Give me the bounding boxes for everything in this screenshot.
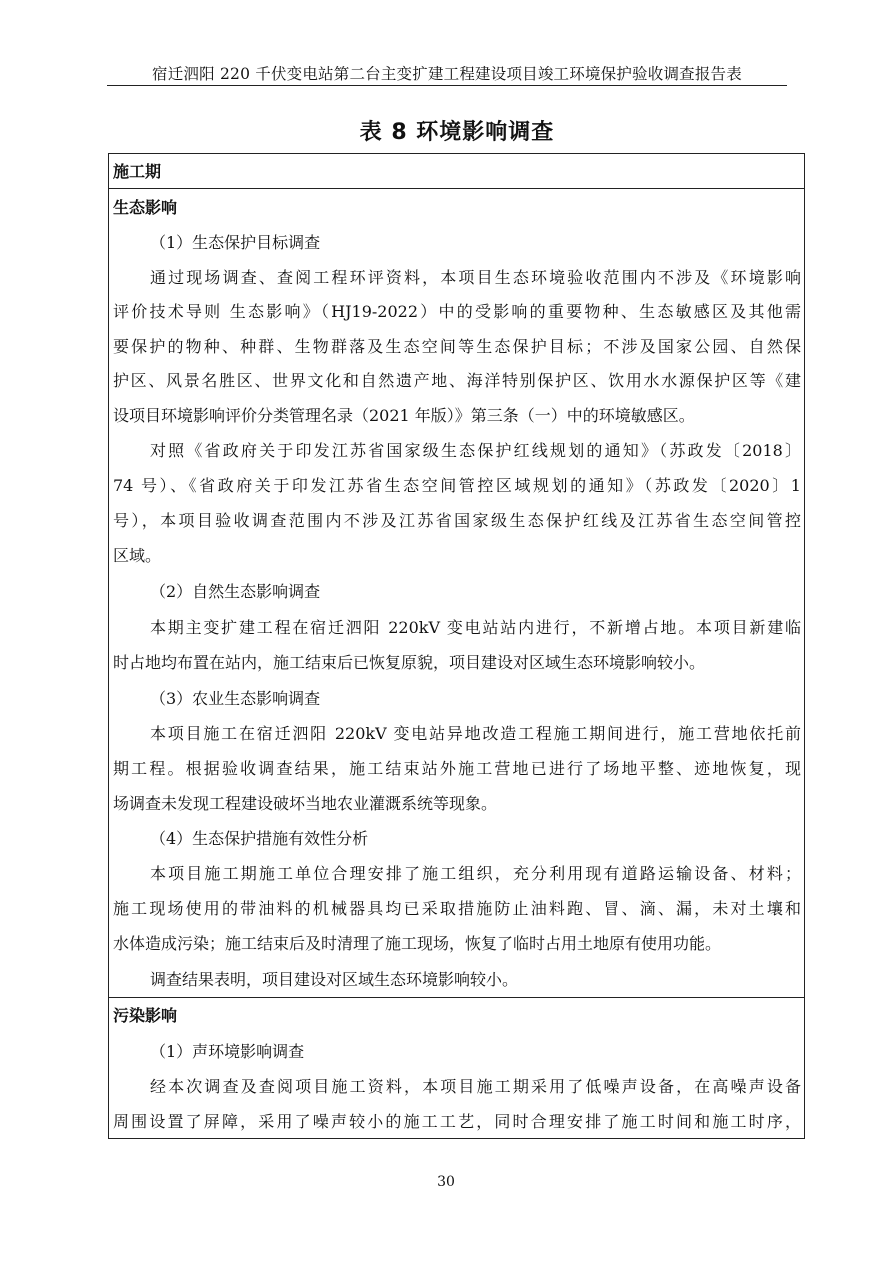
paragraph-line: 区域。 xyxy=(113,546,162,565)
paragraph-line: 本项目施工期施工单位合理安排了施工组织，充分利用现有道路运输设备、材料； xyxy=(150,864,801,883)
paragraph-line: 号），本项目验收调查范围内不涉及江苏省国家级生态保护红线及江苏省生态空间管控 xyxy=(113,511,801,530)
header-rule xyxy=(107,85,787,86)
paragraph-line: 74 号）、《省政府关于印发江苏省生态空间管控区域规划的通知》（苏政发〔2020〕1 xyxy=(113,476,801,495)
paragraph-line: 周围设置了屏障，采用了噪声较小的施工工艺，同时合理安排了施工时间和施工时序， xyxy=(113,1112,801,1131)
paragraph-line: 对照《省政府关于印发江苏省国家级生态保护红线规划的通知》（苏政发〔2018〕 xyxy=(150,441,801,460)
paragraph-line: 设项目环境影响评价分类管理名录（2021 年版）》第三条（一）中的环境敏感区。 xyxy=(113,406,695,425)
paragraph-line: 施工现场使用的带油料的机械器具均已采取措施防止油料跑、冒、滴、漏，未对土壤和 xyxy=(113,899,801,918)
subheading-eco-measures: （4）生态保护措施有效性分析 xyxy=(150,829,369,848)
table-title: 表 8 环境影响调查 xyxy=(359,120,555,145)
paragraph-line: 调查结果表明，项目建设对区域生态环境影响较小。 xyxy=(150,970,519,989)
paragraph-line: 经本次调查及查阅项目施工资料，本项目施工期采用了低噪声设备，在高噪声设备 xyxy=(150,1077,801,1096)
paragraph-line: 期工程。根据验收调查结果，施工结束站外施工营地已进行了场地平整、迹地恢复，现 xyxy=(113,759,801,778)
paragraph-line: 时占地均布置在站内，施工结束后已恢复原貌，项目建设对区域生态环境影响较小。 xyxy=(113,653,706,672)
running-header: 宿迁泗阳 220 千伏变电站第二台主变扩建工程建设项目竣工环境保护验收调查报告表 xyxy=(152,65,742,83)
page-number: 30 xyxy=(437,1174,455,1190)
paragraph-line: 本期主变扩建工程在宿迁泗阳 220kV 变电站站内进行，不新增占地。本项目新建临 xyxy=(150,618,801,637)
paragraph-line: 水体造成污染；施工结束后及时清理了施工现场，恢复了临时占用土地原有使用功能。 xyxy=(113,934,722,953)
subheading-eco-target: （1）生态保护目标调查 xyxy=(150,233,321,252)
section-pollution-impact: 污染影响 xyxy=(113,1006,178,1025)
paragraph-line: 评价技术导则 生态影响》（HJ19-2022）中的受影响的重要物种、生态敏感区及其他需 xyxy=(113,302,801,321)
section-ecological-impact: 生态影响 xyxy=(113,198,178,217)
paragraph-line: 护区、风景名胜区、世界文化和自然遗产地、海洋特别保护区、饮用水水源保护区等《建 xyxy=(113,371,801,390)
paragraph-line: 场调查未发现工程建设破坏当地农业灌溉系统等现象。 xyxy=(113,794,498,813)
paragraph-line: 本项目施工在宿迁泗阳 220kV 变电站异地改造工程施工期间进行，施工营地依托前 xyxy=(150,724,801,743)
subheading-noise: （1）声环境影响调查 xyxy=(150,1042,305,1061)
paragraph-line: 要保护的物种、种群、生物群落及生态空间等生态保护目标；不涉及国家公园、自然保 xyxy=(113,337,801,356)
subheading-natural-eco: （2）自然生态影响调查 xyxy=(150,582,321,601)
section-construction-period: 施工期 xyxy=(113,162,162,181)
paragraph-line: 通过现场调查、查阅工程环评资料，本项目生态环境验收范围内不涉及《环境影响 xyxy=(150,268,801,287)
subheading-agri-eco: （3）农业生态影响调查 xyxy=(150,689,321,708)
construction-period-row xyxy=(108,153,805,189)
